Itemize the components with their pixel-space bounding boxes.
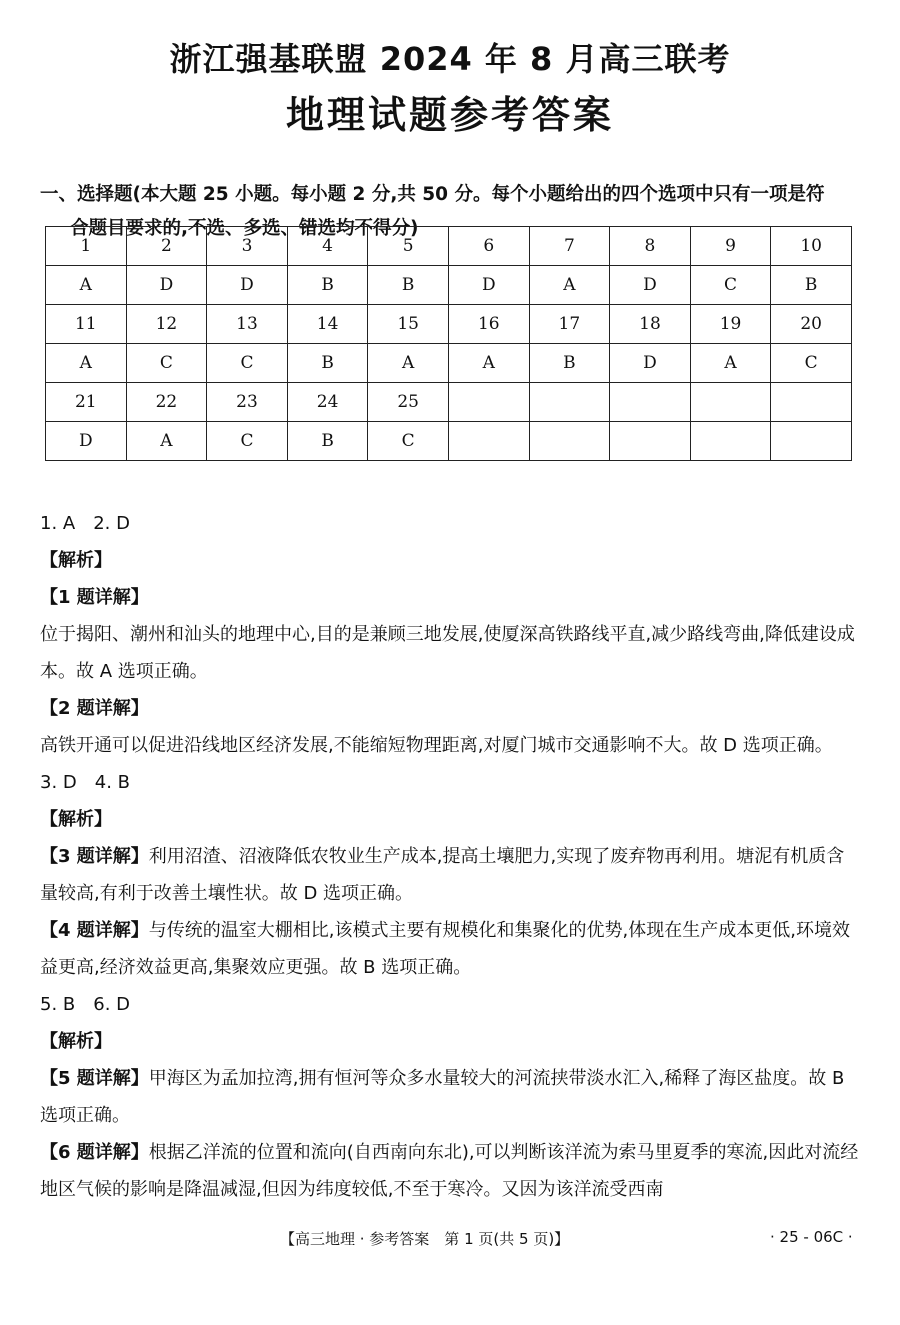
table-cell (771, 422, 852, 461)
explanation-body (40, 505, 860, 1208)
table-row-answers (46, 422, 852, 461)
table-cell: B (771, 266, 852, 305)
table-cell (610, 422, 691, 461)
table-cell: 6 (448, 227, 529, 266)
table-cell: A (368, 344, 449, 383)
table-cell: 25 (368, 383, 449, 422)
table-cell: C (126, 344, 207, 383)
table-cell: 5 (368, 227, 449, 266)
table-cell: D (610, 266, 691, 305)
page-footer (0, 1228, 900, 1252)
body-paragraph (40, 801, 860, 838)
paragraph-text: 甲海区为孟加拉湾,拥有恒河等众多水量较大的河流挟带淡水汇入,稀释了海区盐度。故 B 选项正确。 (40, 1068, 845, 1126)
table-row-question-numbers (46, 305, 852, 344)
table-cell: B (368, 266, 449, 305)
table-cell: 17 (529, 305, 610, 344)
body-paragraph (40, 505, 860, 542)
paragraph-lead: 【3 题详解】 (40, 846, 149, 867)
table-cell: 19 (690, 305, 771, 344)
table-cell: D (46, 422, 127, 461)
body-paragraph (40, 690, 860, 727)
table-cell: D (207, 266, 288, 305)
body-paragraph (40, 1134, 860, 1208)
table-cell: A (46, 344, 127, 383)
table-cell: 15 (368, 305, 449, 344)
table-cell: 1 (46, 227, 127, 266)
table-cell (610, 383, 691, 422)
table-cell: 23 (207, 383, 288, 422)
footer-code: · 25 - 06C · (770, 1228, 853, 1246)
paragraph-text: 根据乙洋流的位置和流向(自西南向东北),可以判断该洋流为索马里夏季的寒流,因此对流经地区气候的影响是降温减湿,但因为纬度较低,不至于寒冷。又因为该洋流受西南 (40, 1142, 859, 1200)
body-paragraph (40, 616, 860, 690)
table-cell: C (207, 422, 288, 461)
table-cell: 21 (46, 383, 127, 422)
section-heading-line2: 合题目要求的,不选、多选、错选均不得分) (70, 218, 419, 239)
paragraph-text: 1. A 2. D (40, 513, 130, 534)
table-cell: 11 (46, 305, 127, 344)
body-paragraph (40, 542, 860, 579)
table-row-question-numbers (46, 227, 852, 266)
footer-page-info: 【高三地理 · 参考答案 第 1 页(共 5 页)】 (280, 1230, 570, 1248)
body-paragraph (40, 579, 860, 616)
table-cell (448, 383, 529, 422)
body-paragraph (40, 838, 860, 912)
table-row-question-numbers (46, 383, 852, 422)
table-cell: 10 (771, 227, 852, 266)
body-paragraph (40, 912, 860, 986)
table-cell: A (46, 266, 127, 305)
table-cell: C (771, 344, 852, 383)
document-title: 浙江强基联盟 2024 年 8 月高三联考 (169, 40, 731, 78)
table-cell: 24 (287, 383, 368, 422)
paragraph-text: 【2 题详解】 (40, 698, 149, 719)
table-cell: 20 (771, 305, 852, 344)
paragraph-text: 3. D 4. B (40, 772, 130, 793)
table-cell: 3 (207, 227, 288, 266)
paragraph-text: 【解析】 (40, 809, 112, 830)
table-cell: 18 (610, 305, 691, 344)
paragraph-text: 【1 题详解】 (40, 587, 149, 608)
table-cell (529, 422, 610, 461)
table-cell: 8 (610, 227, 691, 266)
table-cell: D (126, 266, 207, 305)
body-paragraph (40, 727, 860, 764)
body-paragraph (40, 1023, 860, 1060)
table-cell (529, 383, 610, 422)
table-cell: 16 (448, 305, 529, 344)
table-cell: B (287, 266, 368, 305)
table-cell (771, 383, 852, 422)
table-cell: 13 (207, 305, 288, 344)
answer-table (45, 226, 852, 461)
table-row-answers (46, 266, 852, 305)
table-cell: B (287, 422, 368, 461)
table-cell: A (448, 344, 529, 383)
paragraph-lead: 【4 题详解】 (40, 920, 149, 941)
table-cell: D (448, 266, 529, 305)
table-cell: 12 (126, 305, 207, 344)
table-cell: D (610, 344, 691, 383)
table-cell (690, 422, 771, 461)
paragraph-text: 【解析】 (40, 550, 112, 571)
document-subtitle: 地理试题参考答案 (285, 93, 614, 137)
table-cell: 9 (690, 227, 771, 266)
body-paragraph (40, 1060, 860, 1134)
table-cell: C (207, 344, 288, 383)
paragraph-text: 位于揭阳、潮州和汕头的地理中心,目的是兼顾三地发展,使厦深高铁路线平直,减少路线弯曲,降低建设成本。故 A 选项正确。 (40, 624, 855, 682)
paragraph-lead: 【6 题详解】 (40, 1142, 149, 1163)
paragraph-text: 利用沼渣、沼液降低农牧业生产成本,提高土壤肥力,实现了废弃物再利用。塘泥有机质含量较高,有利于改善土壤性状。故 D 选项正确。 (40, 846, 845, 904)
paragraph-lead: 【5 题详解】 (40, 1068, 149, 1089)
table-cell: 2 (126, 227, 207, 266)
body-paragraph (40, 986, 860, 1023)
table-cell (690, 383, 771, 422)
table-cell: C (690, 266, 771, 305)
table-cell: A (529, 266, 610, 305)
table-cell: B (287, 344, 368, 383)
table-cell: A (126, 422, 207, 461)
table-cell: A (690, 344, 771, 383)
table-cell: 7 (529, 227, 610, 266)
paragraph-text: 与传统的温室大棚相比,该模式主要有规模化和集聚化的优势,体现在生产成本更低,环境效益更高,经济效益更高,集聚效应更强。故 B 选项正确。 (40, 920, 850, 978)
paragraph-text: 【解析】 (40, 1031, 112, 1052)
body-paragraph (40, 764, 860, 801)
table-cell (448, 422, 529, 461)
table-row-answers (46, 344, 852, 383)
table-cell: 4 (287, 227, 368, 266)
table-cell: 22 (126, 383, 207, 422)
paragraph-text: 5. B 6. D (40, 994, 130, 1015)
section-heading-line1: 一、选择题(本大题 25 小题。每小题 2 分,共 50 分。每个小题给出的四个选项中只有一项是符 (40, 184, 825, 205)
paragraph-text: 高铁开通可以促进沿线地区经济发展,不能缩短物理距离,对厦门城市交通影响不大。故 D 选项正确。 (40, 735, 833, 756)
table-cell: 14 (287, 305, 368, 344)
table-cell: C (368, 422, 449, 461)
table-cell: B (529, 344, 610, 383)
